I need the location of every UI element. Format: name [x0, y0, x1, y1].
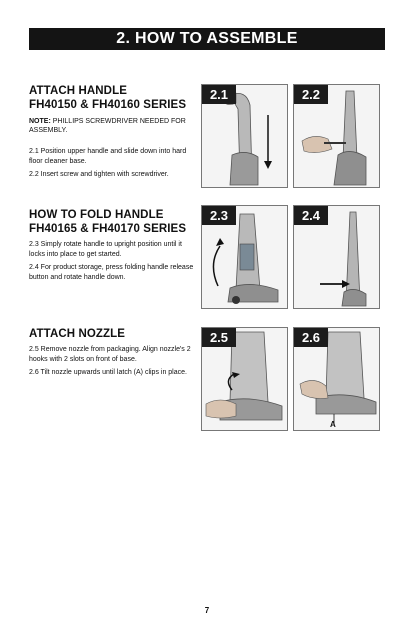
figure-tag: 2.5	[202, 328, 236, 347]
page-number: 7	[204, 606, 210, 615]
figure-2-5	[201, 327, 288, 431]
step-2-5: 2.5 Remove nozzle from packaging. Align nozzle's 2 hooks with 2 slots on front of base.	[29, 346, 191, 363]
latch-callout-label: A	[330, 420, 336, 429]
note-text: PHILLIPS SCREWDRIVER NEEDED FOR ASSEMBLY.	[29, 118, 186, 134]
section-heading: ATTACH NOZZLE	[29, 328, 126, 340]
figure-2-1	[201, 84, 288, 188]
figure-tag: 2.4	[294, 206, 328, 225]
attach-nozzle-section	[29, 327, 194, 382]
note-label: NOTE:	[29, 118, 51, 125]
figure-2-3	[201, 205, 288, 309]
section-heading: ATTACH HANDLE	[29, 85, 127, 97]
section-subheading: FH40165 & FH40170 SERIES	[29, 223, 187, 235]
section-heading: HOW TO FOLD HANDLE	[29, 209, 164, 221]
note	[29, 117, 194, 135]
figure-tag: 2.6	[294, 328, 328, 347]
figure-tag: 2.2	[294, 85, 328, 104]
section-banner: 2. HOW TO ASSEMBLE	[29, 28, 385, 50]
section-subheading: FH40150 & FH40160 SERIES	[29, 99, 187, 111]
step-2-6: 2.6 Tilt nozzle upwards until latch (A) clips in place.	[29, 369, 187, 376]
step-2-2: 2.2 Insert screw and tighten with screwdriver.	[29, 171, 169, 178]
step-2-3: 2.3 Simply rotate handle to upright position until it locks into place to get started.	[29, 241, 182, 258]
figure-tag: 2.3	[202, 206, 236, 225]
step-2-1: 2.1 Position upper handle and slide down into hard floor cleaner base.	[29, 148, 187, 165]
figure-tag: 2.1	[202, 85, 236, 104]
attach-handle-section	[29, 84, 194, 184]
step-2-4: 2.4 For product storage, press folding handle release button and rotate handle down.	[29, 264, 194, 281]
figure-2-4	[293, 205, 380, 309]
figure-2-2	[293, 84, 380, 188]
fold-handle-section	[29, 208, 194, 286]
figure-2-6	[293, 327, 380, 431]
